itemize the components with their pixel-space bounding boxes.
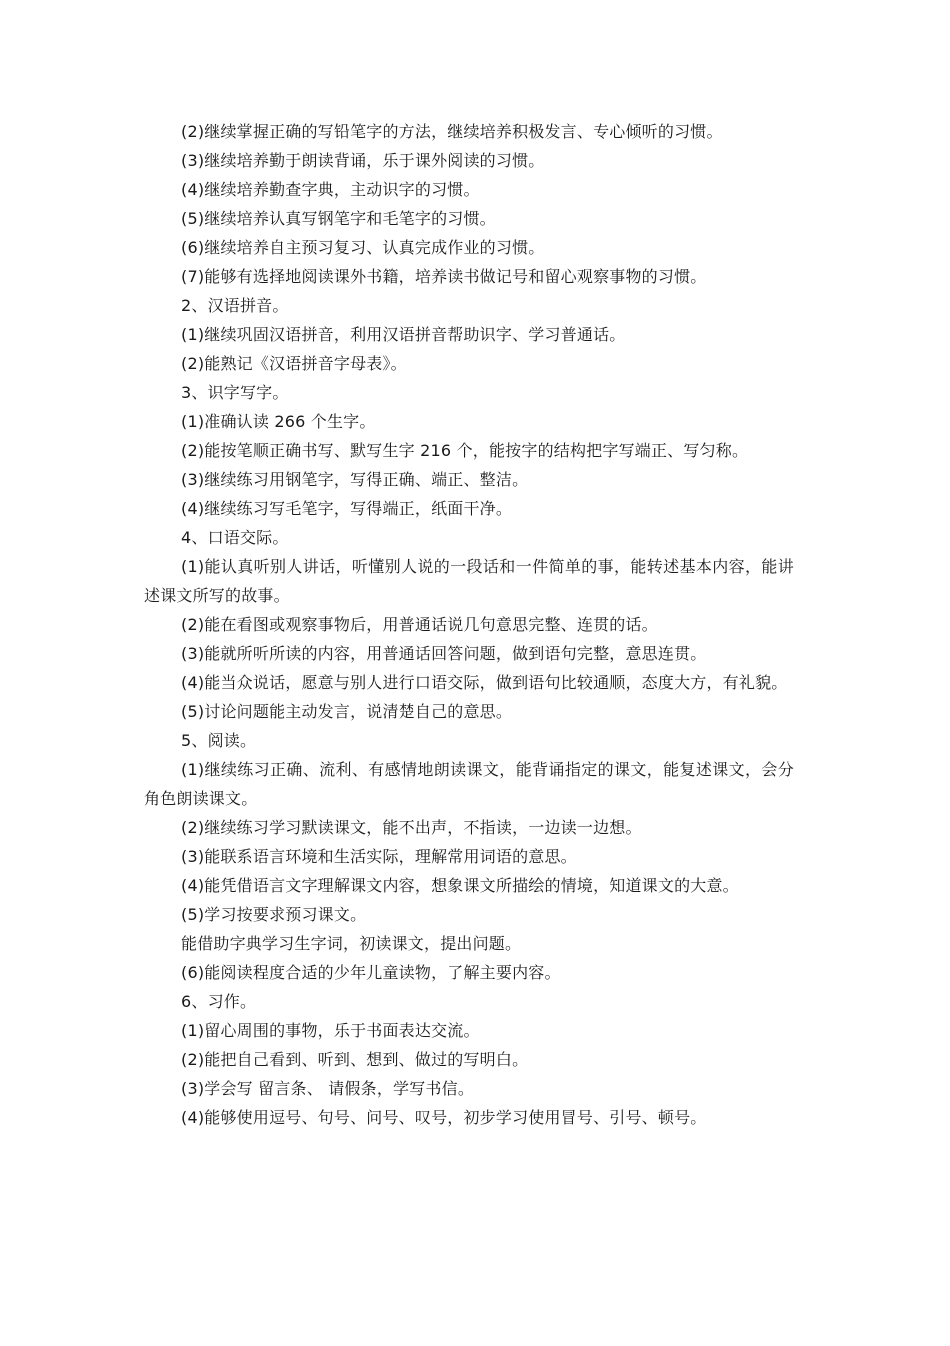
paragraph: 能借助字典学习生字词，初读课文，提出问题。	[181, 934, 522, 953]
section-heading: 4、口语交际。	[181, 528, 289, 547]
section-heading: 5、阅读。	[181, 731, 257, 750]
paragraph: (3)能就所听所读的内容，用普通话回答问题，做到语句完整，意思连贯。	[181, 644, 707, 663]
section-heading: 3、识字写字。	[181, 383, 289, 402]
paragraph: (2)能熟记《汉语拼音字母表》。	[181, 354, 407, 373]
paragraph: (4)能凭借语言文字理解课文内容，想象课文所描绘的情境，知道课文的大意。	[181, 876, 739, 895]
paragraph: (2)继续掌握正确的写铅笔字的方法，继续培养积极发言、专心倾听的习惯。	[181, 122, 723, 141]
document-body	[144, 117, 794, 1132]
paragraph: (2)继续练习学习默读课文，能不出声，不指读，一边读一边想。	[181, 818, 642, 837]
paragraph: (3)能联系语言环境和生活实际，理解常用词语的意思。	[181, 847, 577, 866]
paragraph: (3)继续培养勤于朗读背诵，乐于课外阅读的习惯。	[181, 151, 545, 170]
paragraph: (1)留心周围的事物，乐于书面表达交流。	[181, 1021, 480, 1040]
paragraph: (3)继续练习用钢笔字，写得正确、端正、整洁。	[181, 470, 529, 489]
paragraph: (6)能阅读程度合适的少年儿童读物，了解主要内容。	[181, 963, 561, 982]
paragraph: (2)能按笔顺正确书写、默写生字 216 个，能按字的结构把字写端正、写匀称。	[181, 441, 749, 460]
paragraph: (4)能够使用逗号、句号、问号、叹号，初步学习使用冒号、引号、顿号。	[181, 1108, 707, 1127]
paragraph: (1)继续练习正确、流利、有感情地朗读课文，能背诵指定的课文，能复述课文，会分角色朗读课文。	[144, 760, 794, 808]
paragraph: (1)能认真听别人讲话，听懂别人说的一段话和一件简单的事，能转述基本内容，能讲述课文所写的故事。	[144, 557, 794, 605]
paragraph: (1)继续巩固汉语拼音，利用汉语拼音帮助识字、学习普通话。	[181, 325, 626, 344]
section-heading: 6、习作。	[181, 992, 257, 1011]
paragraph: (5)继续培养认真写钢笔字和毛笔字的习惯。	[181, 209, 496, 228]
paragraph: (6)继续培养自主预习复习、认真完成作业的习惯。	[181, 238, 545, 257]
paragraph: (7)能够有选择地阅读课外书籍，培养读书做记号和留心观察事物的习惯。	[181, 267, 707, 286]
paragraph: (5)讨论问题能主动发言，说清楚自己的意思。	[181, 702, 513, 721]
paragraph: (4)能当众说话，愿意与别人进行口语交际，做到语句比较通顺，态度大方，有礼貌。	[181, 673, 788, 692]
section-heading: 2、汉语拼音。	[181, 296, 289, 315]
paragraph: (4)继续练习写毛笔字，写得端正，纸面干净。	[181, 499, 513, 518]
paragraph: (5)学习按要求预习课文。	[181, 905, 367, 924]
paragraph: (2)能把自己看到、听到、想到、做过的写明白。	[181, 1050, 529, 1069]
paragraph: (3)学会写 留言条、 请假条，学写书信。	[181, 1079, 475, 1098]
paragraph: (1)准确认读 266 个生字。	[181, 412, 376, 431]
paragraph: (4)继续培养勤查字典，主动识字的习惯。	[181, 180, 480, 199]
paragraph: (2)能在看图或观察事物后，用普通话说几句意思完整、连贯的话。	[181, 615, 658, 634]
